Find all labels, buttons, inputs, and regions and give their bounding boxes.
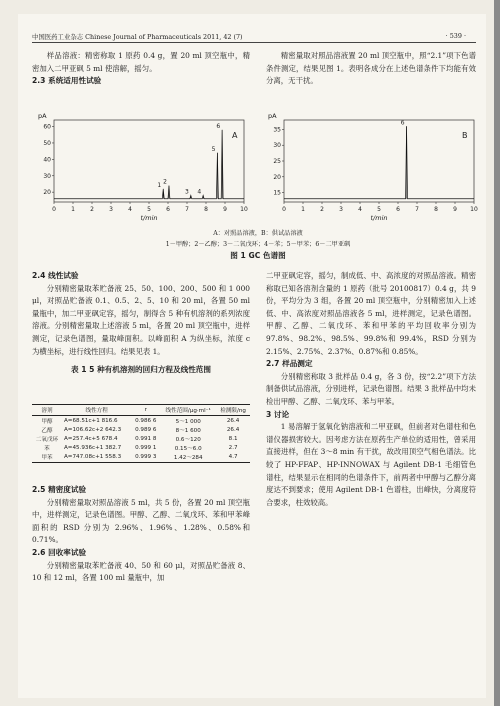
table-cell: 乙醇 [41, 427, 53, 434]
x-tick-label: 7 [185, 206, 189, 213]
left-body-linearity [32, 270, 250, 377]
precision-para: 分别精密量取对照品溶液 5 ml，共 5 份，各置 20 ml 顶空瓶中，进样测定，记录色谱图。甲醇、乙醇、二氧戊环、苯和甲苯峰面积的 RSD 分别为 2.96%、1.96%、1.28%、0.58%和 0.71%。 [32, 497, 250, 545]
peak-label: 5 [211, 145, 216, 153]
journal-name: 中国医药工业杂志 Chinese Journal of Pharmaceuticals 2011, 42 (7) [32, 33, 243, 41]
x-tick-label: 9 [223, 206, 227, 213]
table-cell: 0.15～6.0 [174, 446, 202, 453]
table-cell: 2.7 [228, 445, 238, 452]
x-tick-label: 4 [358, 206, 362, 213]
y-tick-label: 30 [43, 172, 51, 180]
x-tick-label: 8 [204, 206, 208, 213]
y-tick-label: 20 [43, 189, 51, 197]
peak-label: 2 [163, 178, 167, 186]
section-2-5-heading: 2.5 精密度试验 [32, 485, 87, 494]
table-header-cell: 线性范围/μg·ml⁻¹ [160, 405, 216, 416]
page-number: · 539 · [445, 32, 466, 40]
recovery-para-cont: 二甲亚砜定容，摇匀，制成低、中、高浓度的对照品溶液。精密称取已知各溶剂含量的 1 原药（批号 20100817）0.4 g，共 9 份，平均分为 3 组，各置 20 ml 顶空瓶中，分别精密加入上述低、中、高浓度对照品溶液各 5 ml，进样测定，记录色谱图。甲醇、乙醇、二氧戊环、苯和甲苯的平均回收率分别为 97.8%、98.2%、98.5%、99.8%和 99.4%，RSD 分别为 2.15%、2.75%、2.37%、0.87%和 0.85%。 [266, 271, 476, 356]
y-tick-label: 25 [273, 158, 281, 165]
running-header [32, 32, 476, 43]
table-row [32, 444, 250, 453]
table-header-cell: 溶剂 [32, 405, 62, 416]
x-tick-label: 6 [166, 206, 170, 213]
table-row [32, 453, 250, 463]
x-tick-label: 3 [339, 206, 343, 213]
table-cell: 1.42～284 [160, 453, 216, 463]
table-cell: A=747.08c+1 558.3 [62, 453, 131, 463]
figure-legend-samples: A：对照品溶液，B：供试品溶液 [213, 230, 303, 237]
y-tick-label: 15 [273, 189, 281, 197]
figure-legend-peaks: 1－甲醇；2－乙醇；3－二氧戊环；4－苯；5－甲苯；6－二甲亚砜 [165, 241, 351, 248]
chromatogram-trace [284, 126, 474, 198]
table-cell: 甲醇 [41, 418, 53, 425]
peak-label: 1 [157, 181, 162, 189]
y-axis-label: pA [268, 112, 277, 120]
table-cell: A=106.62c+2 642.3 [63, 426, 122, 433]
panel-label: B [462, 131, 468, 140]
chromatogram-a [32, 106, 254, 226]
table-header-cell: 检测限/ng [216, 405, 250, 416]
left-body-precision [32, 484, 250, 585]
x-tick-label: 0 [282, 206, 286, 213]
chromatogram-b [262, 106, 484, 226]
table-cell: 苯 [44, 446, 50, 453]
scan-edge [494, 0, 500, 706]
x-tick-label: 7 [415, 206, 419, 213]
sample-determination-para: 分别精密称取 3 批样品 0.4 g，各 3 份，按“2.2”项下方法制备供试品溶液，分别进样，记录色谱图。结果 3 批样品中均未检出甲醇、乙醇、二氧戊环、苯与甲苯。 [266, 371, 476, 406]
table-row [32, 425, 250, 434]
section-2-7-heading: 2.7 样品测定 [266, 359, 313, 369]
recovery-para-start: 分别精密量取苯贮备液 40、50 和 60 μl，对照品贮备液 8、10 和 12 ml，各置 100 ml 量瓶中，加 [32, 560, 250, 583]
left-top-block [32, 50, 250, 88]
x-tick-label: 5 [147, 206, 151, 213]
table-cell: 26.4 [226, 426, 240, 433]
x-tick-label: 9 [453, 206, 457, 213]
table-cell: 0.999 1 [135, 445, 157, 452]
table-cell: A=45.936c+1 382.7 [63, 445, 122, 452]
section-2-3-heading: 2.3 系统适用性试验 [32, 76, 102, 86]
x-tick-label: 2 [320, 206, 324, 213]
table-cell: A=68.51c+1 816.6 [63, 417, 118, 424]
table-cell: 5～1 000 [175, 418, 201, 425]
peak-label: 3 [184, 188, 189, 196]
table-cell: 8～1 600 [175, 427, 201, 434]
plot-frame [284, 120, 474, 202]
y-tick-label: 35 [273, 126, 281, 134]
y-tick-label: 40 [43, 156, 51, 164]
table-header-cell: 线性方程 [62, 405, 131, 416]
peak-label: 4 [197, 188, 202, 196]
table-cell: 二氧戊环 [35, 436, 59, 443]
table-cell: 甲苯 [32, 453, 62, 463]
x-tick-label: 1 [71, 206, 75, 213]
x-tick-label: 10 [240, 206, 248, 213]
table-cell: 0.986 6 [135, 417, 157, 424]
plot-frame [54, 120, 244, 202]
x-axis-label: t/min [370, 214, 388, 222]
table-cell: 0.989 6 [135, 426, 157, 433]
table-header-cell: r [131, 405, 160, 416]
x-tick-label: 4 [128, 206, 132, 213]
x-tick-label: 8 [434, 206, 438, 213]
journal-page [18, 14, 486, 698]
table-row [32, 434, 250, 443]
table-row [32, 416, 250, 426]
system-suitability-para: 精密量取对照品溶液置 20 ml 顶空瓶中，照“2.1”项下色谱条件测定，结果见图 1。表明各成分在上述色谱条件下均能有效分离，无干扰。 [266, 51, 476, 86]
x-axis-label: t/min [140, 214, 158, 222]
x-tick-label: 1 [301, 206, 305, 213]
x-tick-label: 3 [109, 206, 113, 213]
table-1-title: 表 1 5 种有机溶剂的回归方程及线性范围 [71, 365, 211, 375]
y-tick-label: 50 [43, 139, 51, 147]
y-tick-label: 30 [273, 142, 281, 150]
section-2-4-heading: 2.4 线性试验 [32, 271, 79, 280]
figure-caption: 图 1 GC 色谱图 [230, 251, 286, 260]
y-tick-label: 60 [43, 123, 51, 131]
table-cell: 8.1 [228, 435, 238, 442]
table-cell: 0.6～120 [175, 436, 201, 443]
x-tick-label: 6 [396, 206, 400, 213]
chromatogram-trace [54, 130, 244, 199]
section-2-6-heading: 2.6 回收率试验 [32, 547, 87, 557]
peak-label: 6 [216, 122, 221, 130]
table-cell: 4.7 [216, 453, 250, 463]
peak-label: 6 [400, 119, 405, 127]
right-body-block [266, 270, 476, 509]
discussion-para: 1 易溶解于氢氧化钠溶液和二甲亚砜，但前者对色谱柱和色谱仪器损害较大。因考虑方法在原药生产单位的适用性，曾采用直接进样，但在 3～8 min 有干扰，故改用顶空气相色谱法。比较了 HP-FFAP、HP-INNOWAX 与 Agilent DB-1 毛细管色谱柱，结果显示在相同的色谱条件下，前两者中甲醇与乙醇分离度达不到要求；使用 Agilent DB-1 色谱柱，出峰快，分离度符合要求，柱效较高。 [266, 422, 476, 507]
y-axis-label: pA [38, 112, 47, 120]
sample-solution-para: 样品溶液：精密称取 1 原药 0.4 g，置 20 ml 顶空瓶中，精密加入二甲亚砜 5 ml 使溶解，摇匀。 [32, 51, 250, 73]
x-tick-label: 10 [470, 206, 478, 213]
linearity-para: 分别精密量取苯贮备液 25、50、100、200、500 和 1 000 μl，对照品贮备液 0.1、0.5、2、5、10 和 20 ml，各置 50 ml 量瓶中，加二甲亚砜定容，摇匀，制得含 5 种有机溶剂的系列浓度溶液。分别精密量取上述溶液 5 ml，各置 20 ml 顶空瓶中，进样测定，记录色谱图，量取峰面积。以峰面积 A 为纵坐标，浓度 c 为横坐标，进行线性回归。结果见表 1。 [32, 283, 250, 356]
table-cell: 0.999 3 [131, 453, 160, 463]
panel-label: A [232, 131, 238, 140]
x-tick-label: 0 [52, 206, 56, 213]
y-tick-label: 20 [273, 173, 281, 181]
table-cell: 26.4 [226, 417, 240, 424]
table-cell: A=257.4c+5 678.4 [63, 435, 118, 442]
x-tick-label: 2 [90, 206, 94, 213]
right-top-block [266, 50, 476, 88]
regression-table [32, 404, 250, 463]
section-3-heading: 3 讨论 [266, 409, 290, 419]
x-tick-label: 5 [377, 206, 381, 213]
table-cell: 0.991 8 [135, 435, 157, 442]
